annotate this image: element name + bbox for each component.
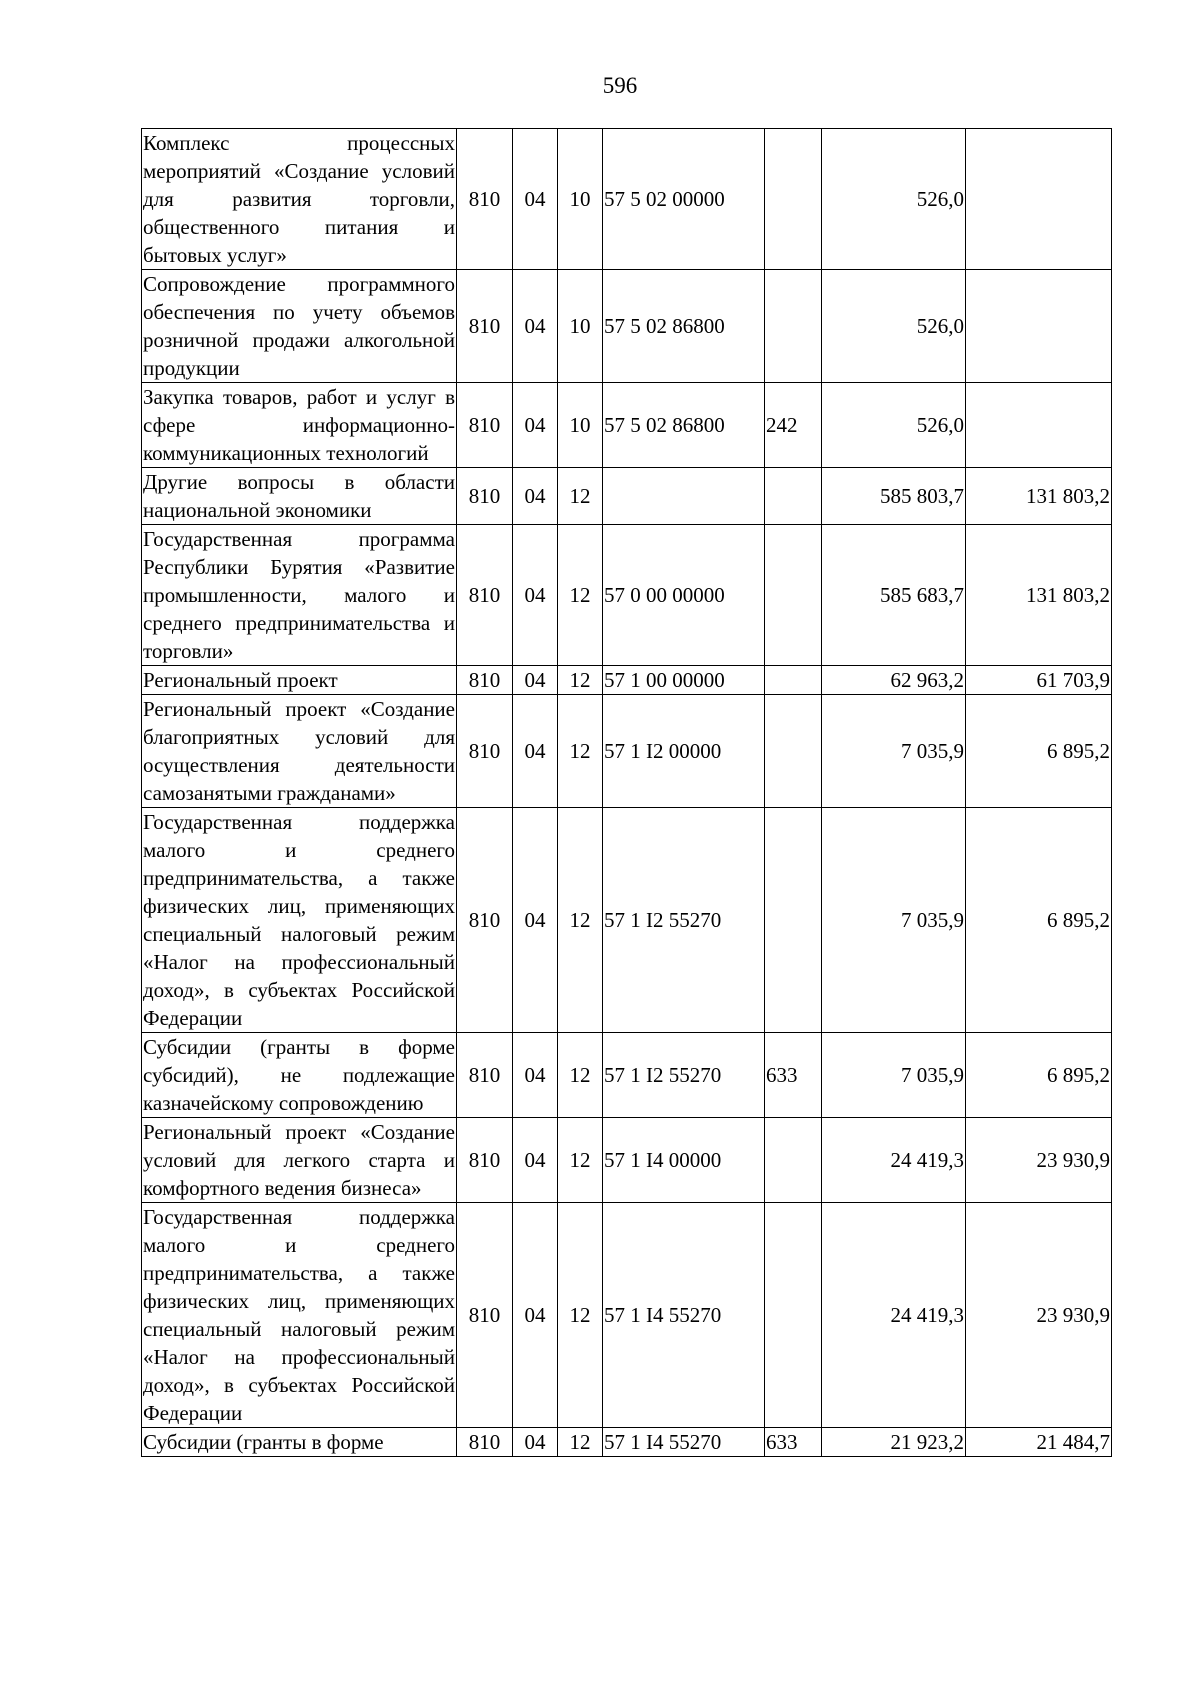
table-row: [142, 1033, 1112, 1118]
table-row: [142, 1118, 1112, 1203]
row-rz-cell: 04: [513, 1203, 558, 1428]
row-csr-cell: 57 5 02 86800: [603, 270, 765, 383]
table-row: [142, 383, 1112, 468]
table-row: [142, 525, 1112, 666]
row-rz-cell: 04: [513, 695, 558, 808]
row-ved-cell: 810: [457, 383, 513, 468]
page-number: 596: [602, 73, 638, 98]
table-row: [142, 1203, 1112, 1428]
row-sum1-cell: 526,0: [822, 129, 966, 270]
row-rz-cell: 04: [513, 468, 558, 525]
row-rz-cell: 04: [513, 808, 558, 1033]
row-sum2-cell: 23 930,9: [966, 1203, 1112, 1428]
row-sum2-cell: 21 484,7: [966, 1428, 1112, 1457]
row-name-cell: Государственная поддержка малого и среднего предпринимательства, а также физических лиц, применяющих специальный налоговый режим «Налог на профессиональный доход», в субъектах Российской Федерации: [142, 808, 457, 1033]
row-csr-cell: 57 5 02 86800: [603, 383, 765, 468]
row-vr-cell: [765, 1203, 822, 1428]
row-name-cell: Закупка товаров, работ и услуг в сфере информационно-коммуникационных технологий: [142, 383, 457, 468]
table-row: [142, 129, 1112, 270]
row-name-cell: Государственная поддержка малого и среднего предпринимательства, а также физических лиц, применяющих специальный налоговый режим «Налог на профессиональный доход», в субъектах Российской Федерации: [142, 1203, 457, 1428]
row-sum2-cell: [966, 129, 1112, 270]
row-name-cell: Субсидии (гранты в форме: [142, 1428, 457, 1457]
row-ved-cell: 810: [457, 270, 513, 383]
row-sum2-cell: 6 895,2: [966, 808, 1112, 1033]
row-pr-cell: 12: [558, 525, 603, 666]
row-sum1-cell: 62 963,2: [822, 666, 966, 695]
row-vr-cell: [765, 695, 822, 808]
row-vr-cell: [765, 808, 822, 1033]
row-sum1-cell: 526,0: [822, 383, 966, 468]
row-csr-cell: 57 1 I2 55270: [603, 808, 765, 1033]
table-row: [142, 695, 1112, 808]
row-ved-cell: 810: [457, 666, 513, 695]
row-sum1-cell: 585 803,7: [822, 468, 966, 525]
row-sum1-cell: 585 683,7: [822, 525, 966, 666]
row-ved-cell: 810: [457, 695, 513, 808]
row-vr-cell: [765, 468, 822, 525]
row-sum2-cell: 131 803,2: [966, 468, 1112, 525]
row-pr-cell: 10: [558, 129, 603, 270]
row-pr-cell: 12: [558, 468, 603, 525]
row-rz-cell: 04: [513, 666, 558, 695]
row-name-cell: Другие вопросы в области национальной экономики: [142, 468, 457, 525]
row-ved-cell: 810: [457, 129, 513, 270]
row-pr-cell: 10: [558, 383, 603, 468]
row-pr-cell: 12: [558, 1428, 603, 1457]
row-vr-cell: 633: [765, 1428, 822, 1457]
row-csr-cell: 57 1 00 00000: [603, 666, 765, 695]
budget-table: [141, 128, 1112, 1457]
row-csr-cell: 57 1 I4 55270: [603, 1203, 765, 1428]
row-csr-cell: 57 0 00 00000: [603, 525, 765, 666]
row-pr-cell: 12: [558, 808, 603, 1033]
table-row: [142, 270, 1112, 383]
row-pr-cell: 12: [558, 666, 603, 695]
row-name-cell: Сопровождение программного обеспечения по учету объемов розничной продажи алкогольной продукции: [142, 270, 457, 383]
row-sum2-cell: [966, 270, 1112, 383]
row-rz-cell: 04: [513, 1428, 558, 1457]
row-sum2-cell: 23 930,9: [966, 1118, 1112, 1203]
row-vr-cell: [765, 129, 822, 270]
row-sum2-cell: 6 895,2: [966, 1033, 1112, 1118]
row-rz-cell: 04: [513, 1033, 558, 1118]
row-ved-cell: 810: [457, 1118, 513, 1203]
row-pr-cell: 12: [558, 1033, 603, 1118]
row-sum1-cell: 7 035,9: [822, 808, 966, 1033]
row-ved-cell: 810: [457, 1428, 513, 1457]
table-row: [142, 666, 1112, 695]
row-rz-cell: 04: [513, 383, 558, 468]
row-pr-cell: 12: [558, 695, 603, 808]
row-csr-cell: 57 1 I2 55270: [603, 1033, 765, 1118]
row-sum2-cell: 131 803,2: [966, 525, 1112, 666]
row-pr-cell: 10: [558, 270, 603, 383]
row-sum1-cell: 7 035,9: [822, 695, 966, 808]
row-sum1-cell: 24 419,3: [822, 1118, 966, 1203]
row-ved-cell: 810: [457, 808, 513, 1033]
row-name-cell: Субсидии (гранты в форме субсидий), не подлежащие казначейскому сопровождению: [142, 1033, 457, 1118]
row-sum2-cell: [966, 383, 1112, 468]
row-ved-cell: 810: [457, 1033, 513, 1118]
row-csr-cell: [603, 468, 765, 525]
row-vr-cell: [765, 270, 822, 383]
row-ved-cell: 810: [457, 468, 513, 525]
row-sum1-cell: 526,0: [822, 270, 966, 383]
row-vr-cell: 633: [765, 1033, 822, 1118]
table-row: [142, 468, 1112, 525]
row-csr-cell: 57 1 I2 00000: [603, 695, 765, 808]
row-sum1-cell: 24 419,3: [822, 1203, 966, 1428]
row-name-cell: Государственная программа Республики Бурятия «Развитие промышленности, малого и среднего предпринимательства и торговли»: [142, 525, 457, 666]
row-vr-cell: [765, 525, 822, 666]
row-rz-cell: 04: [513, 1118, 558, 1203]
row-ved-cell: 810: [457, 525, 513, 666]
row-pr-cell: 12: [558, 1203, 603, 1428]
table-body: [142, 129, 1112, 1457]
row-ved-cell: 810: [457, 1203, 513, 1428]
row-pr-cell: 12: [558, 1118, 603, 1203]
row-csr-cell: 57 5 02 00000: [603, 129, 765, 270]
row-rz-cell: 04: [513, 270, 558, 383]
row-csr-cell: 57 1 I4 00000: [603, 1118, 765, 1203]
row-csr-cell: 57 1 I4 55270: [603, 1428, 765, 1457]
row-sum2-cell: 61 703,9: [966, 666, 1112, 695]
row-sum2-cell: 6 895,2: [966, 695, 1112, 808]
table-row: [142, 1428, 1112, 1457]
row-name-cell: Региональный проект: [142, 666, 457, 695]
row-vr-cell: [765, 666, 822, 695]
row-vr-cell: [765, 1118, 822, 1203]
row-sum1-cell: 21 923,2: [822, 1428, 966, 1457]
row-name-cell: Региональный проект «Создание благоприятных условий для осуществления деятельности самозанятыми гражданами»: [142, 695, 457, 808]
row-name-cell: Региональный проект «Создание условий для легкого старта и комфортного ведения бизнеса»: [142, 1118, 457, 1203]
row-vr-cell: 242: [765, 383, 822, 468]
row-name-cell: Комплекс процессных мероприятий «Создание условий для развития торговли, общественного питания и бытовых услуг»: [142, 129, 457, 270]
row-rz-cell: 04: [513, 525, 558, 666]
row-rz-cell: 04: [513, 129, 558, 270]
table-row: [142, 808, 1112, 1033]
row-sum1-cell: 7 035,9: [822, 1033, 966, 1118]
